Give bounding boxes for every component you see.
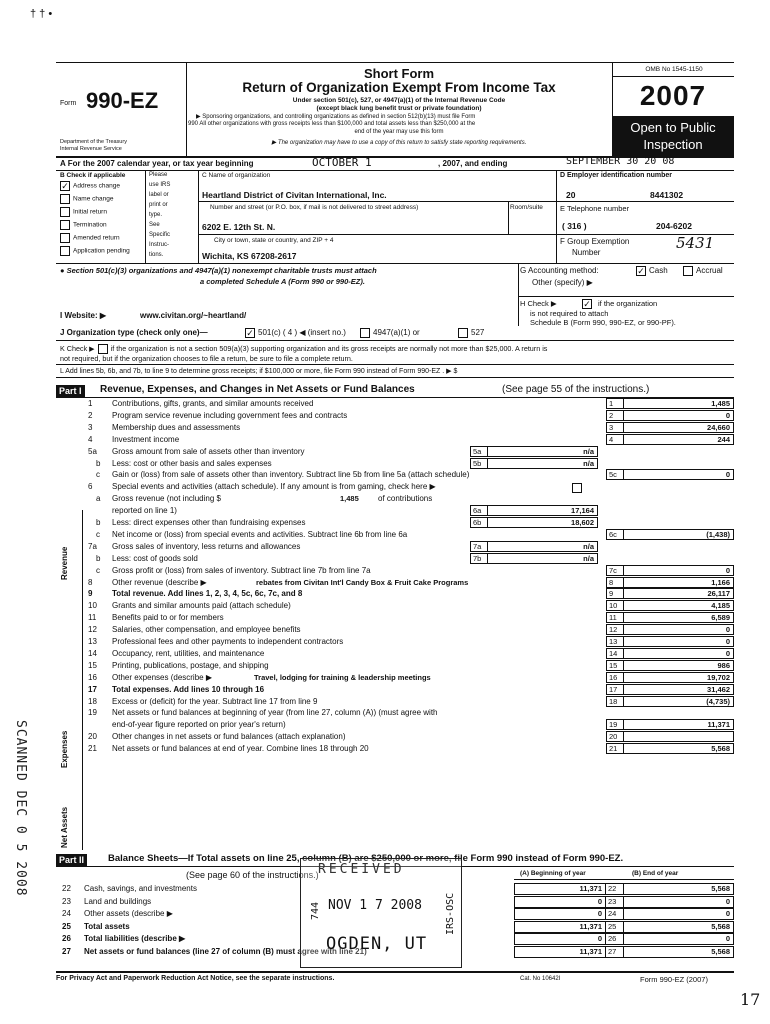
line-box-number: 4 [606, 434, 624, 445]
check-item-label: Initial return [73, 208, 107, 216]
bs-begin-amount[interactable]: 0 [514, 896, 606, 908]
line-description: Other revenue (describe ▶ [112, 577, 207, 587]
line-a-text: A For the 2007 calendar year, or tax year beginning [60, 159, 254, 168]
org-type-4947[interactable] [360, 328, 420, 338]
check-item[interactable] [60, 194, 113, 204]
tax-year: 2007 [639, 80, 707, 111]
part1-tag: Part I [56, 385, 85, 397]
line-box-number: 3 [606, 422, 624, 433]
line-number: 12 [88, 625, 97, 635]
line-l: L Add lines 5b, 6b, and 7b, to line 9 to determine gross receipts; if $100,000 or more, file Form 990 instead of Form 990-EZ . ▶ $ [60, 368, 458, 375]
please-label: print or [149, 202, 168, 208]
stamp-code: 744 [310, 901, 321, 920]
line-box-number: 9 [606, 588, 624, 599]
stamp-side: IRS-OSC [445, 892, 456, 935]
accrual-checkbox[interactable] [683, 266, 723, 276]
bs-begin-amount[interactable]: 11,371 [514, 946, 606, 958]
line-amount[interactable]: 4,185 [624, 600, 734, 611]
bs-line-box: 22 [606, 883, 624, 895]
line-amount[interactable]: 244 [624, 434, 734, 445]
line-amount[interactable]: 0 [624, 624, 734, 635]
dept-treasury: Department of the Treasury [60, 139, 127, 145]
sub-line-box: 5b [470, 458, 488, 469]
checkbox-icon [60, 181, 70, 191]
line-number: 17 [88, 684, 97, 694]
please-label: Specific [149, 232, 171, 238]
part1-see: (See page 55 of the instructions.) [502, 384, 650, 395]
line-a-mid: , 2007, and ending [438, 159, 508, 168]
bs-line-number: 23 [62, 896, 71, 906]
line-box-number: 11 [606, 612, 624, 623]
line-number: 20 [88, 732, 97, 742]
bs-line-box: 27 [606, 946, 624, 958]
city-state-zip: Wichita, KS 67208-2617 [202, 251, 297, 261]
org-type-label: J Organization type (check only one)— [60, 328, 208, 337]
line-number: 5a [88, 446, 97, 456]
inspection: Inspection [643, 137, 703, 152]
line-number: 14 [88, 648, 97, 658]
check-item-label: Application pending [73, 247, 130, 255]
side-expenses: Expenses [60, 730, 69, 768]
line-description: Less: cost of goods sold [112, 553, 198, 563]
city-label: City or town, state or country, and ZIP + 4 [214, 237, 334, 244]
line-box-number: 15 [606, 660, 624, 671]
line-description: Grants and similar amounts paid (attach schedule) [112, 601, 291, 611]
phone-area: ( 316 ) [562, 221, 587, 231]
sub-line-box: 7a [470, 541, 488, 552]
4947-check-icon [360, 328, 370, 338]
h-check-label: H Check ▶ [520, 299, 557, 308]
line-description: Excess or (deficit) for the year. Subtract line 17 from line 9 [112, 696, 318, 706]
line-description: Net income or (loss) from special events and activities. Subtract line 6b from line 6a [112, 529, 408, 539]
sub-line-amount[interactable]: n/a [488, 541, 598, 552]
room-label: Room/suite [510, 204, 543, 211]
line-description: Total expenses. Add lines 10 through 16 [112, 684, 265, 694]
bs-end-amount[interactable]: 5,568 [624, 946, 734, 958]
line-box-number: 8 [606, 577, 624, 588]
accrual-check-icon [683, 266, 693, 276]
please-label: Instruc- [149, 242, 170, 248]
ein-value: 8441302 [650, 190, 684, 200]
title-main: Return of Organization Exempt From Income Tax [242, 80, 556, 95]
line-amount[interactable]: 19,702 [624, 672, 734, 683]
line-amount[interactable]: (1,438) [624, 529, 734, 540]
k-check-icon[interactable] [98, 344, 108, 354]
line-description: Other changes in net assets or fund balances (attach explanation) [112, 732, 346, 742]
bs-begin-amount[interactable]: 11,371 [514, 883, 606, 895]
checkbox-icon [60, 220, 70, 230]
bs-line-number: 24 [62, 909, 71, 919]
check-applicable-title: B Check if applicable [60, 172, 126, 179]
col-b-header: (B) End of year [632, 870, 679, 877]
bs-end-amount[interactable]: 5,568 [624, 921, 734, 933]
org-type-501c[interactable] [245, 328, 346, 338]
checkbox-icon [60, 246, 70, 256]
tax-year-begin: OCTOBER 1 [312, 156, 372, 169]
line-amount[interactable]: (4,735) [624, 696, 734, 707]
line-number: 10 [88, 601, 97, 611]
line-box-number: 19 [606, 719, 624, 730]
line-description: Other expenses (describe ▶ [112, 672, 212, 682]
phone-label: E Telephone number [560, 204, 630, 213]
org-name-label: C Name of organization [202, 172, 271, 179]
street-label: Number and street (or P.O. box, if mail is not delivered to street address) [210, 204, 419, 211]
sub-line-amount[interactable]: n/a [488, 553, 598, 564]
bs-line-box: 23 [606, 896, 624, 908]
sec501-line1: ● Section 501(c)(3) organizations and 4947(a)(1) nonexempt charitable trusts must attach [60, 266, 377, 275]
line-description: Less: cost or other basis and sales expenses [112, 458, 272, 468]
line-box-number: 6c [606, 529, 624, 540]
bs-end-amount[interactable]: 0 [624, 933, 734, 945]
h-text-3: Schedule B (Form 990, 990-EZ, or 990-PF). [530, 318, 676, 327]
check-item[interactable] [60, 181, 120, 191]
line-number: 7a [88, 541, 97, 551]
irs-label: Internal Revenue Service [60, 146, 122, 152]
line-k-label: K Check ▶ [60, 344, 95, 353]
sub-line-amount[interactable]: n/a [488, 446, 598, 457]
line-description: Net assets or fund balances at end of year. Combine lines 18 through 20 [112, 744, 369, 754]
cash-checkbox[interactable] [636, 266, 668, 276]
501c-check-icon [245, 328, 255, 338]
bs-begin-amount[interactable]: 0 [514, 908, 606, 920]
group-exemption-label: F Group Exemption [560, 237, 630, 246]
side-net-assets: Net Assets [60, 806, 69, 848]
check-item[interactable] [60, 220, 107, 230]
subtitle-1: Under section 501(c), 527, or 4947(a)(1) of the Internal Revenue Code [292, 97, 506, 104]
line-number: b [96, 518, 101, 527]
please-label: tions. [149, 252, 164, 258]
line-number: 2 [88, 410, 93, 420]
line-number: 15 [88, 660, 97, 670]
line-box-number: 14 [606, 648, 624, 659]
line-number: 11 [88, 613, 97, 623]
cash-check-icon [636, 266, 646, 276]
line-box-number: 16 [606, 672, 624, 683]
org-name: Heartland District of Civitan International, Inc. [202, 190, 387, 200]
h-checkbox[interactable] [582, 299, 595, 309]
org-type-527[interactable] [458, 328, 484, 338]
line-amount[interactable]: 0 [624, 648, 734, 659]
subtitle-3: ▶ Sponsoring organizations, and controlling organizations as defined in section 512(b)(13) must file Form [196, 114, 476, 120]
bs-line-number: 22 [62, 884, 71, 893]
line-writein: rebates from Civitan Int'l Candy Box & Fruit Cake Programs [256, 577, 469, 587]
line-amount[interactable]: 24,660 [624, 422, 734, 433]
line-number: 6 [88, 482, 93, 492]
sub-line-amount[interactable]: n/a [488, 458, 598, 469]
line-number: c [96, 529, 100, 539]
line-amount[interactable]: 0 [624, 469, 734, 480]
bs-line-number: 26 [62, 934, 71, 944]
please-label: Please [149, 172, 168, 178]
bs-end-amount[interactable]: 0 [624, 896, 734, 908]
bs-line-box: 24 [606, 908, 624, 920]
stamp-date: NOV 1 7 2008 [328, 898, 422, 913]
sub-line-amount[interactable]: 18,602 [488, 517, 598, 528]
sec501-line2: a completed Schedule A (Form 990 or 990-EZ). [200, 277, 365, 286]
line-description: Contributions, gifts, grants, and similar amounts received [112, 399, 314, 408]
line-amount[interactable]: 1,485 [624, 398, 734, 409]
line-description: Membership dues and assessments [112, 422, 241, 432]
page-mark: 17 [740, 990, 761, 1009]
street-address: 6202 E. 12th St. N. [202, 222, 276, 232]
col-a-header: (A) Beginning of year [520, 870, 586, 877]
line-amount[interactable]: 986 [624, 660, 734, 671]
sub-line-box: 6a [470, 505, 488, 516]
line-box-number: 13 [606, 636, 624, 647]
line-description: Special events and activities (attach schedule). If any amount is from gaming, check here ▶ [112, 482, 436, 492]
bs-line-box: 26 [606, 933, 624, 945]
check-item-label: Termination [73, 221, 107, 229]
check-item-label: Name change [73, 195, 114, 203]
bs-line-description: Total liabilities (describe ▶ [84, 934, 186, 944]
line-box-number: 17 [606, 684, 624, 695]
line-number: b [96, 553, 101, 563]
line-box-number: 7c [606, 565, 624, 576]
line-description: Gross profit or (loss) from sales of inventory. Subtract line 7b from line 7a [112, 565, 371, 575]
line-box-number: 21 [606, 743, 624, 754]
sub-line-box: 7b [470, 553, 488, 564]
bs-begin-amount[interactable]: 0 [514, 933, 606, 945]
line-number: 19 [88, 708, 97, 718]
h-text: if the organization [598, 299, 658, 308]
line-writein: 1,485 [340, 494, 359, 504]
line-box-number: 20 [606, 731, 624, 742]
line-box-number: 12 [606, 624, 624, 635]
ein-prefix: 20 [566, 190, 576, 200]
form-number: 990-EZ [86, 88, 159, 113]
bs-end-amount[interactable]: 0 [624, 908, 734, 920]
line-k-2: not required, but if the organization chooses to file a return, be sure to file a complete return. [60, 354, 353, 363]
cash-label: Cash [649, 266, 668, 276]
line-amount[interactable]: 0 [624, 410, 734, 421]
cat-number: Cat. No 10642I [520, 976, 561, 982]
line-amount[interactable]: 6,589 [624, 612, 734, 623]
group-exemption-number: 5431 [676, 234, 715, 252]
4947-label: 4947(a)(1) or [373, 328, 420, 338]
gaming-checkbox[interactable] [572, 483, 582, 493]
form-label: Form [60, 100, 77, 107]
checkbox-icon [60, 194, 70, 204]
line-number: 4 [88, 434, 93, 444]
check-item-label: Amended return [73, 234, 120, 242]
sub-line-box: 6b [470, 517, 488, 528]
part2-title: Balance Sheets—If Total assets on line 25, column (B) are $250,000 or more, file Form 990 instead of Form 990-EZ. [108, 853, 624, 864]
check-item-label: Address change [73, 182, 120, 190]
omb-number: OMB No 1545-1150 [645, 66, 703, 73]
line-box-number: 10 [606, 600, 624, 611]
checkbox-icon [60, 207, 70, 217]
please-label: See [149, 222, 160, 228]
line-box-number: 5c [606, 469, 624, 480]
line-amount[interactable]: 0 [624, 636, 734, 647]
line-number: 9 [88, 589, 93, 599]
bs-line-description: Other assets (describe ▶ [84, 909, 173, 919]
line-number: 3 [88, 422, 93, 432]
line-number: 13 [88, 637, 97, 646]
bs-begin-amount[interactable]: 11,371 [514, 921, 606, 933]
line-description: Printing, publications, postage, and shipping [112, 660, 269, 670]
bs-end-amount[interactable]: 5,568 [624, 883, 734, 895]
bs-line-description: Net assets or fund balances (line 27 of column (B) must agree with line 21) [84, 947, 367, 956]
bs-line-number: 27 [62, 947, 71, 956]
line-number: 18 [88, 696, 97, 706]
line-description: Less: direct expenses other than fundraising expenses [112, 518, 306, 527]
line-number: 21 [88, 744, 97, 754]
line-number: 16 [88, 672, 97, 682]
please-label: type. [149, 212, 163, 218]
line-number: a [96, 494, 101, 504]
check-item[interactable] [60, 207, 107, 217]
ein-label: D Employer identification number [560, 172, 673, 179]
line-amount[interactable]: 11,371 [624, 719, 734, 730]
please-label: label or [149, 192, 169, 198]
h-check-icon [582, 299, 592, 309]
bs-line-description: Land and buildings [84, 896, 152, 906]
check-item[interactable] [60, 246, 130, 256]
line-box-number: 2 [606, 410, 624, 421]
form-footer: Form 990-EZ (2007) [640, 975, 708, 984]
tax-year-end: SEPTEMBER 30 20 08 [566, 156, 675, 167]
check-item[interactable] [60, 233, 120, 243]
line-description: Investment income [112, 434, 180, 444]
line-description: Gross revenue (not including $ [112, 494, 221, 504]
side-revenue: Revenue [60, 546, 69, 580]
line-amount[interactable]: 5,568 [624, 743, 734, 754]
line-amount[interactable]: 26,117 [624, 588, 734, 599]
501c-label: 501(c) ( 4 ) ◀ (insert no.) [258, 328, 346, 338]
line-amount[interactable]: 0 [624, 565, 734, 576]
line-number: 1 [88, 399, 93, 408]
line-writein: Travel, lodging for training & leadership meetings [254, 672, 431, 682]
scanned-stamp: SCANNED DEC 0 5 2008 [13, 720, 28, 897]
line-amount[interactable]: 31,462 [624, 684, 734, 695]
checkbox-icon [60, 233, 70, 243]
accrual-label: Accrual [696, 266, 723, 276]
line-number: b [96, 458, 101, 468]
open-to-public: Open to Public [630, 120, 716, 135]
sub-line-amount[interactable]: 17,164 [488, 505, 598, 516]
line-description: Benefits paid to or for members [112, 613, 224, 623]
handwritten-mark: † † • [30, 8, 53, 20]
line-description: reported on line 1) [112, 506, 177, 516]
website-url[interactable]: www.civitan.org/~heartland/ [140, 311, 247, 320]
stamp-received: RECEIVED [318, 862, 405, 877]
phone-number: 204-6202 [656, 221, 692, 231]
subtitle-6: ▶ The organization may have to use a copy of this return to satisfy state reporting requirements. [271, 140, 527, 146]
group-exemption-label-2: Number [572, 248, 601, 257]
accounting-method-label: G Accounting method: [520, 266, 599, 275]
other-method: Other (specify) ▶ [532, 278, 593, 287]
line-description: Program service revenue including government fees and contracts [112, 410, 348, 420]
line-description: Total revenue. Add lines 1, 2, 3, 4, 5c, 6c, 7c, and 8 [112, 589, 303, 599]
line-description-tail: of contributions [378, 494, 433, 504]
line-description: end-of-year figure reported on prior year's return) [112, 720, 286, 730]
line-description: Professional fees and other payments to independent contractors [112, 637, 344, 646]
privacy-notice: For Privacy Act and Paperwork Reduction Act Notice, see the separate instructions. [56, 975, 335, 982]
line-number: 8 [88, 577, 93, 587]
line-amount[interactable]: 1,166 [624, 577, 734, 588]
subtitle-5: end of the year may use this form [354, 129, 444, 135]
bs-line-description: Cash, savings, and investments [84, 884, 197, 893]
line-amount[interactable] [624, 731, 734, 742]
please-label: use IRS [149, 182, 171, 188]
subtitle-2: (except black lung benefit trust or private foundation) [316, 105, 482, 112]
line-number: c [96, 470, 100, 480]
line-description: Occupancy, rent, utilities, and maintenance [112, 648, 265, 658]
line-description: Salaries, other compensation, and employee benefits [112, 625, 301, 635]
bs-line-description: Total assets [84, 921, 130, 931]
part2-tag: Part II [56, 854, 87, 866]
subtitle-4: 990 All other organizations with gross receipts less than $100,000 and total assets less than $250,000 at the [188, 121, 476, 127]
line-description: Net assets or fund balances at beginning of year (from line 27, column (A)) (must agree with [112, 708, 438, 718]
line-k [60, 344, 547, 354]
line-description: Gross amount from sale of assets other than inventory [112, 446, 305, 456]
line-description: Gross sales of inventory, less returns and allowances [112, 541, 301, 551]
stamp-city: OGDEN, UT [326, 934, 428, 954]
line-k-text: if the organization is not a section 509(a)(3) supporting organization and its gross receipts are normally not more than $25,000. A return is [110, 344, 548, 353]
line-box-number: 18 [606, 696, 624, 707]
part1-title: Revenue, Expenses, and Changes in Net Assets or Fund Balances [100, 384, 415, 395]
part2-see: (See page 60 of the instructions.) [186, 870, 319, 880]
bs-line-number: 25 [62, 921, 71, 931]
title-short: Short Form [363, 66, 435, 81]
h-text-2: is not required to attach [530, 309, 609, 318]
line-number: c [96, 565, 100, 575]
527-check-icon [458, 328, 468, 338]
line-description: Gain or (loss) from sale of assets other than inventory. Subtract line 5b from line 5a (attach schedule) [112, 470, 470, 480]
527-label: 527 [471, 328, 485, 338]
sub-line-box: 5a [470, 446, 488, 457]
website-label: I Website: ▶ [60, 311, 107, 320]
bs-line-box: 25 [606, 921, 624, 933]
line-box-number: 1 [606, 398, 624, 409]
